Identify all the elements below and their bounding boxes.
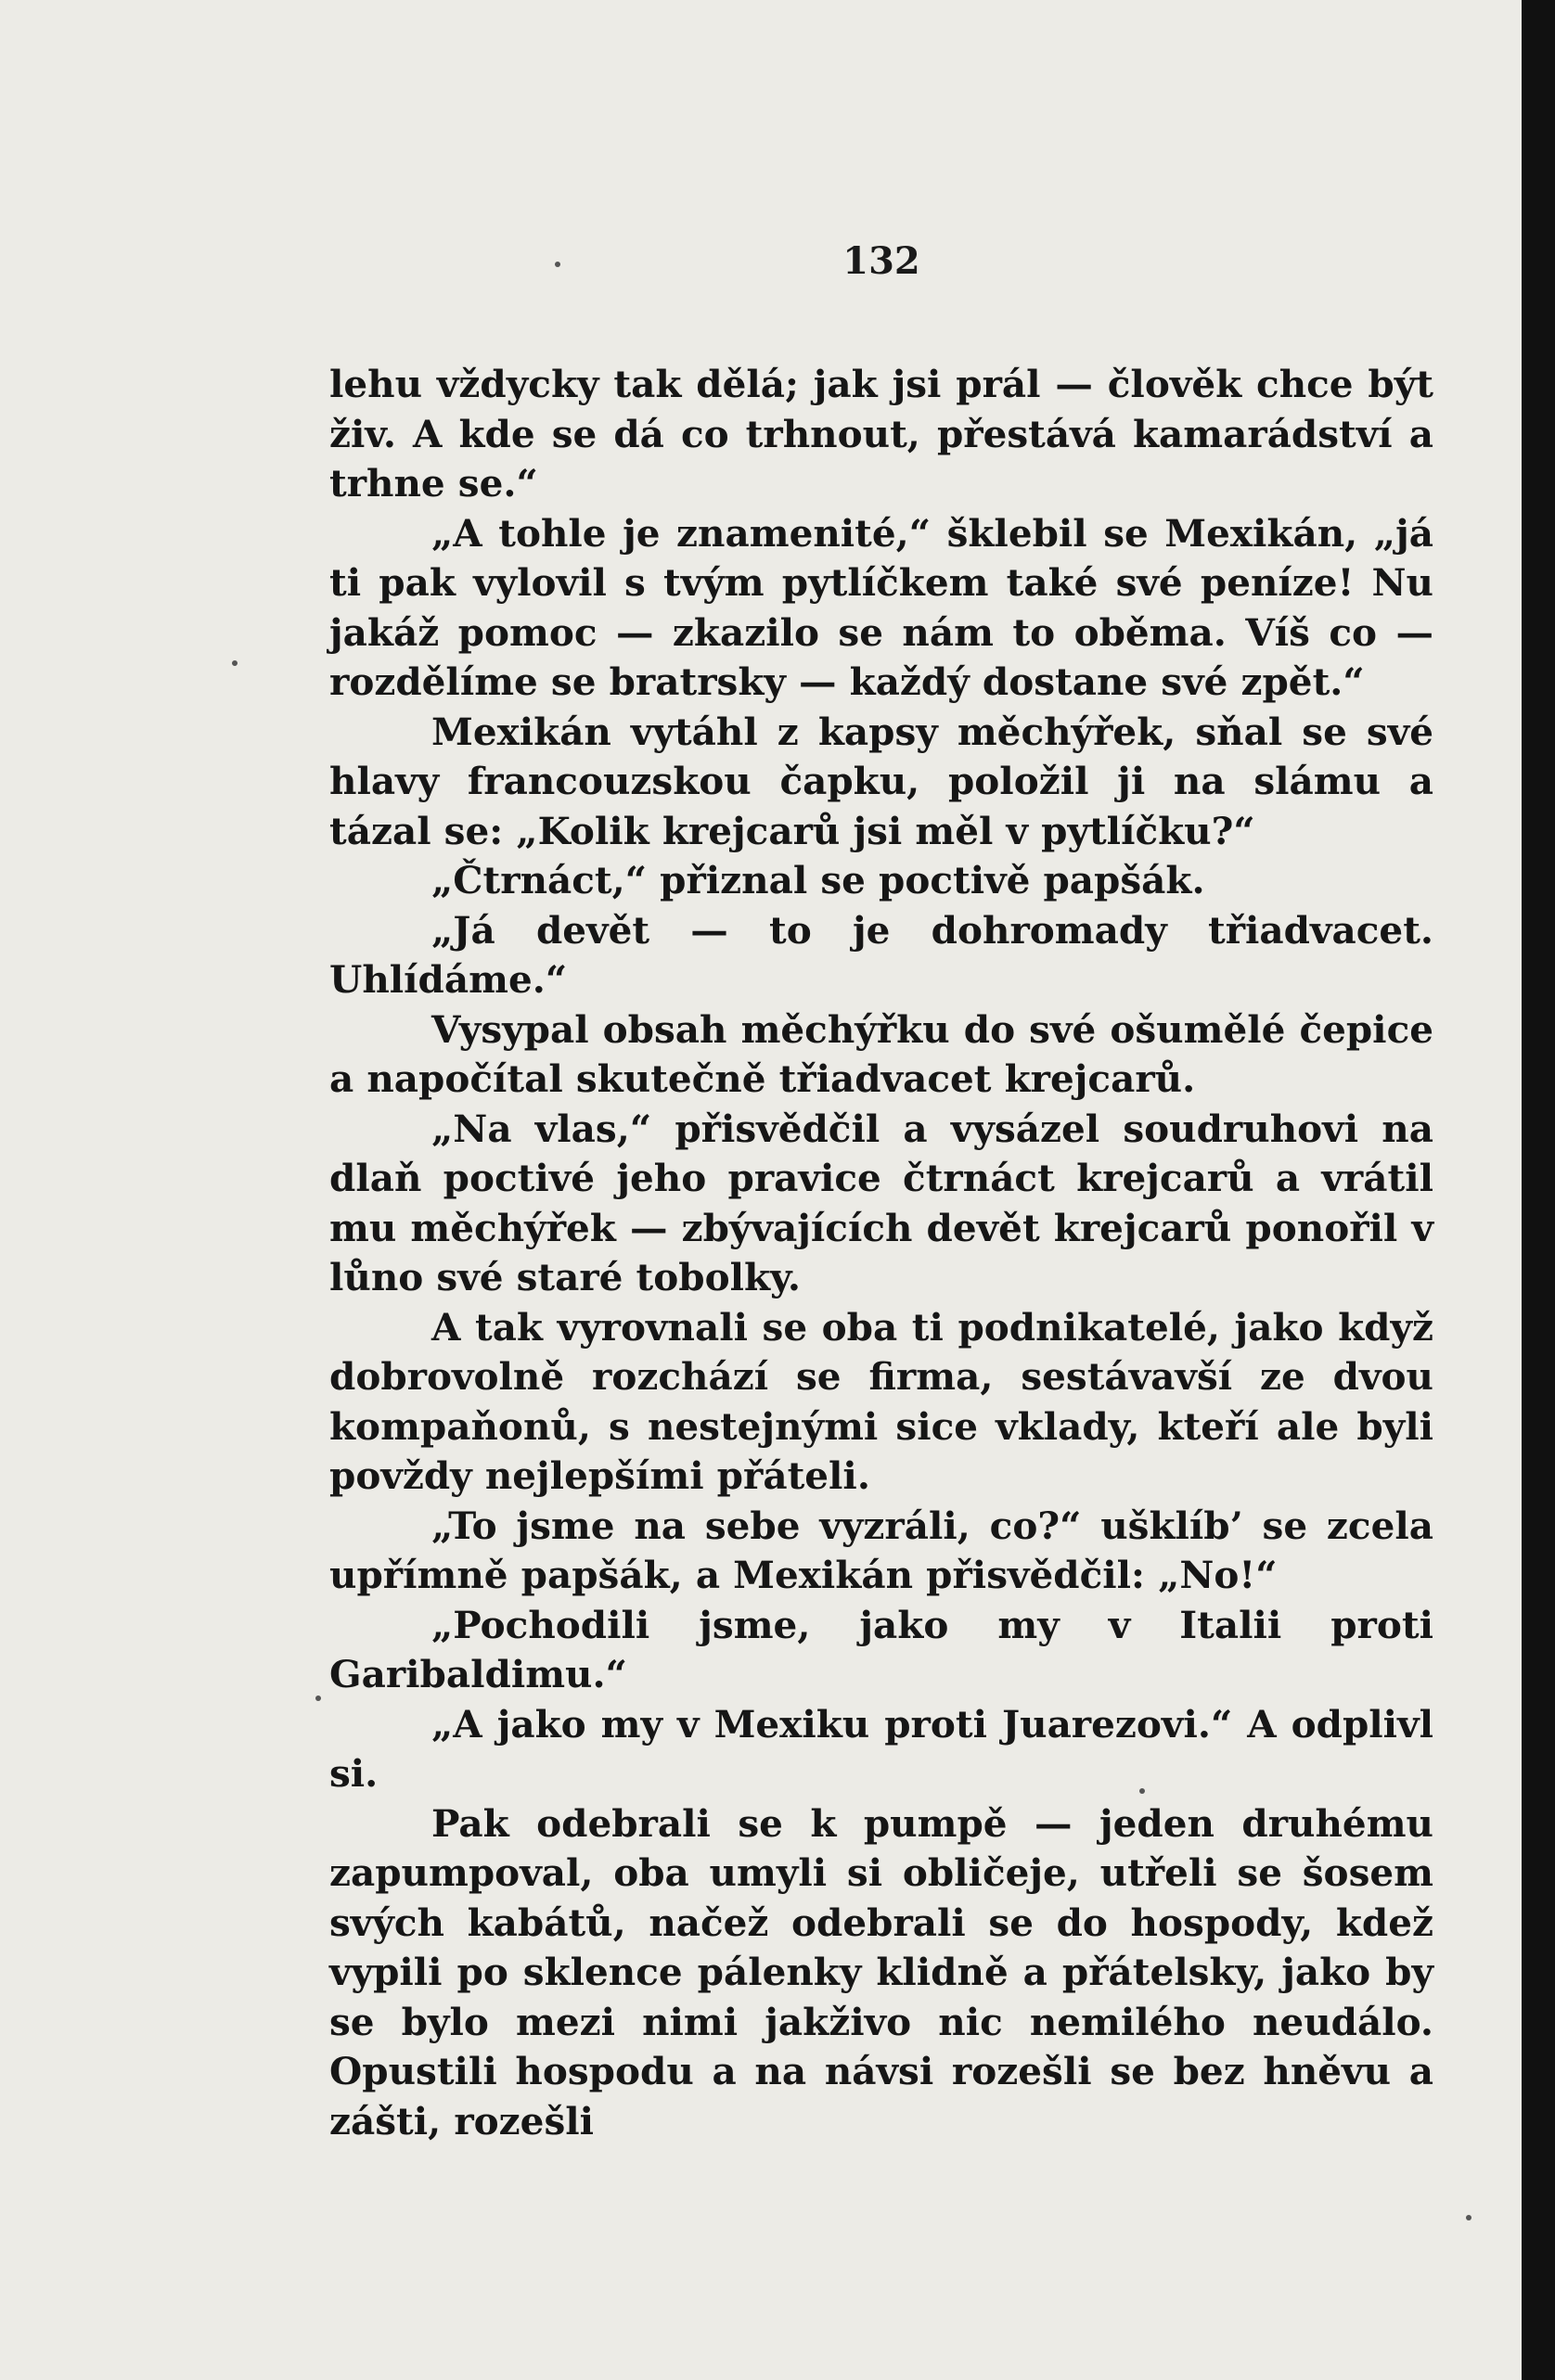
paragraph: „A tohle je znamenité,“ šklebil se Mexikán, „já ti pak vylovil s tvým pytlíčkem také své peníze! Nu jakáž pomoc — zkazilo se nám to oběma. Víš co — rozdělíme se bratrsky — každý dostane své zpět.“	[329, 510, 1433, 704]
paper-speck	[315, 1695, 321, 1701]
paragraph: „Čtrnáct,“ přiznal se poctivě papšák.	[431, 858, 1205, 902]
paper-speck	[555, 262, 560, 267]
paper-speck	[1139, 1788, 1145, 1794]
body-text	[329, 360, 1433, 2146]
paragraph: „A jako my v Mexiku proti Juarezovi.“ A odplivl si.	[329, 1701, 1433, 1796]
paragraph: Vysypal obsah měchýřku do své ošumělé čepice a napočítal skutečně třiadvacet krejcarů.	[329, 1006, 1433, 1101]
scan-border	[1522, 0, 1555, 2380]
paragraph: A tak vyrovnali se oba ti podnikatelé, jako když dobrovolně rozchází se firma, sestávavší ze dvou kompaňonů, s nestejnými sice vklady, kteří ale byli povždy nejlepšími přáteli.	[329, 1304, 1433, 1498]
paragraph: lehu vždycky tak dělá; jak jsi prál — člověk chce být živ. A kde se dá co trhnout, přestává kamarádství a trhne se.“	[329, 362, 1433, 505]
paper-speck	[232, 660, 238, 666]
paragraph: „Já devět — to je dohromady třiadvacet. Uhlídáme.“	[329, 907, 1433, 1002]
page-number: 132	[842, 239, 920, 283]
paragraph: „Na vlas,“ přisvědčil a vysázel soudruhovi na dlaň poctivé jeho pravice čtrnáct krejcarů a vrátil mu měchýřek — zbývajících devět krejcarů ponořil v lůno své staré tobolky.	[329, 1106, 1433, 1299]
paragraph: Pak odebrali se k pumpě — jeden druhému zapumpoval, oba umyli si obličeje, utřeli se šosem svých kabátů, načež odebrali se do hospody, kdež vypili po sklence pálenky klidně a přátelsky, jako by se bylo mezi nimi jakživo nic nemilého neudálo. Opustili hospodu a na návsi rozešli se bez hněvu a zášti, rozešli	[329, 1800, 1433, 2143]
paragraph: „Pochodili jsme, jako my v Italii proti Garibaldimu.“	[329, 1602, 1433, 1696]
paragraph: „To jsme na sebe vyzráli, co?“ ušklíb’ se zcela upřímně papšák, a Mexikán přisvědčil: „No!“	[329, 1503, 1433, 1597]
paragraph: Mexikán vytáhl z kapsy měchýřek, sňal se své hlavy francouzskou čapku, položil ji na slámu a tázal se: „Kolik krejcarů jsi měl v pytlíčku?“	[329, 709, 1433, 853]
paper-speck	[1466, 2215, 1471, 2220]
